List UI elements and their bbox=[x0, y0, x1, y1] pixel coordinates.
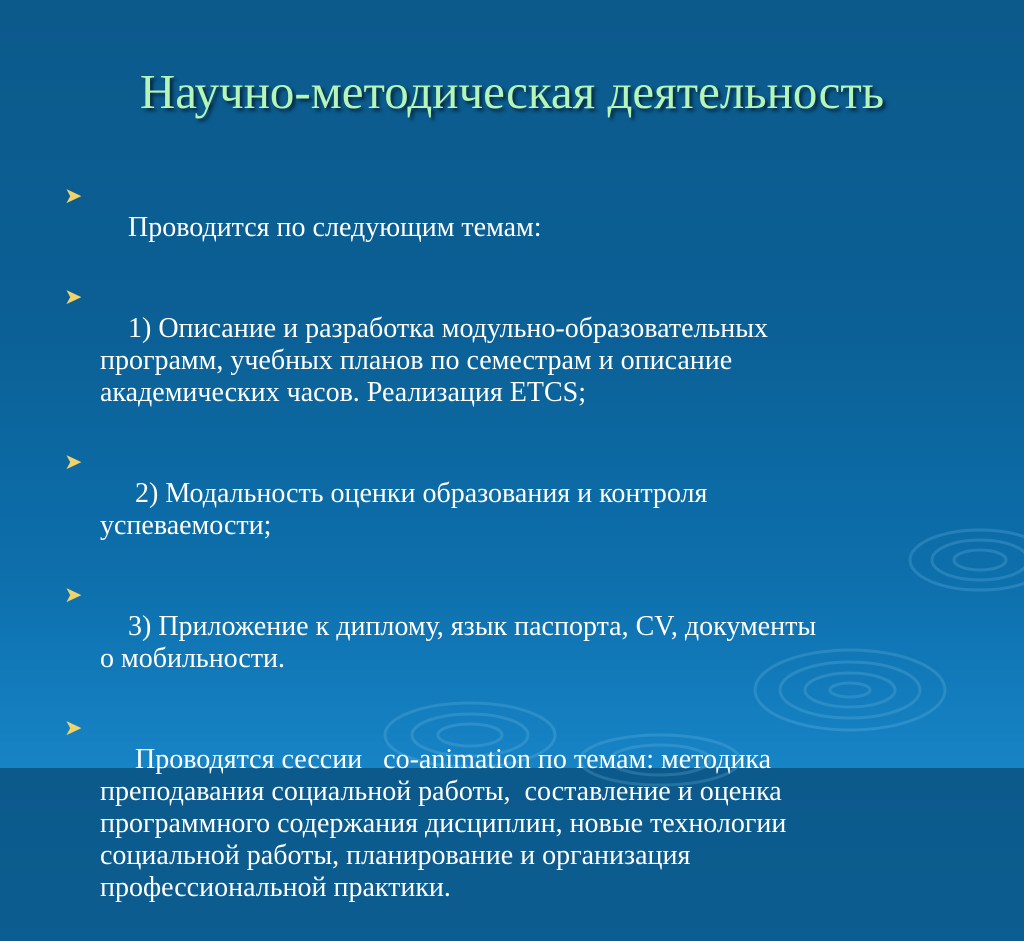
chevron-right-icon: ➤ bbox=[64, 285, 83, 310]
chevron-right-icon: ➤ bbox=[64, 450, 83, 475]
bullet-list bbox=[62, 180, 962, 941]
slide-title: Научно-методическая деятельность bbox=[139, 64, 885, 119]
chevron-right-icon: ➤ bbox=[64, 184, 83, 209]
list-item bbox=[62, 446, 962, 574]
list-item bbox=[62, 579, 962, 707]
list-item bbox=[62, 281, 962, 441]
bullet-text: 3) Приложение к диплому, язык паспорта, CV, документы о мобильности. bbox=[100, 611, 817, 674]
list-item bbox=[62, 712, 962, 936]
bullet-text: 2) Модальность оценки образования и контроля успеваемости; bbox=[100, 478, 708, 541]
bullet-text: Проводятся сессии co-animation по темам: методика преподавания социальной работы, составление и оценка программного содержания дисциплин, новые технологии социальной работы, планирование и организация профессиональной практики. bbox=[100, 744, 787, 903]
chevron-right-icon: ➤ bbox=[64, 716, 83, 741]
chevron-right-icon: ➤ bbox=[64, 583, 83, 608]
bullet-text: 1) Описание и разработка модульно-образовательных программ, учебных планов по семестрам и описание академических часов. Реализация ETCS; bbox=[100, 313, 769, 408]
bullet-text: Проводится по следующим темам: bbox=[128, 212, 542, 243]
list-item bbox=[62, 180, 962, 276]
